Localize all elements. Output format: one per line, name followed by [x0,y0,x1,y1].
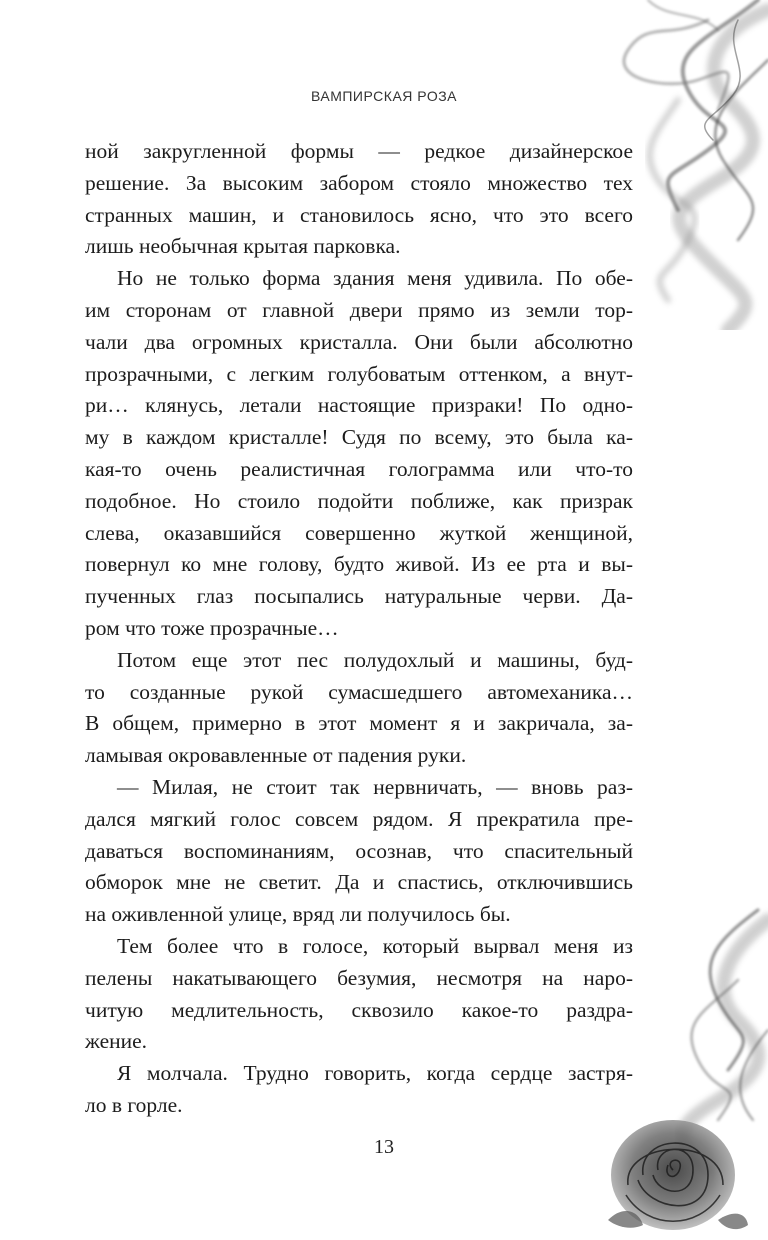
text-line: В общем, примерно в этот момент я и закричала, за- [85,711,633,736]
text-line: Я молчала. Трудно говорить, когда сердце застря- [117,1061,633,1086]
paragraph [85,772,633,931]
paragraph [85,1058,633,1122]
text-line: чали два огромных кристалла. Они были абсолютно [85,329,633,354]
text-line: жение. [85,1029,148,1054]
text-line: ри… клянусь, летали настоящие призраки! По одно- [85,393,633,418]
text-line: — Милая, не стоит так нервничать, — вновь раз- [117,774,633,799]
text-line: даваться воспоминаниям, осознав, что спасительный [85,838,633,863]
text-line: Тем более что в голосе, который вырвал меня из [117,933,633,958]
text-line: на оживленной улице, вряд ли получилось бы. [85,902,511,927]
text-line: ром что тоже прозрачные… [85,615,339,640]
running-header: ВАМПИРСКАЯ РОЗА [311,88,457,104]
paragraph [85,645,633,772]
text-line: им сторонам от главной двери прямо из земли тор- [85,297,633,322]
text-line: Но не только форма здания меня удивила. По обе- [117,266,633,291]
text-line: странных машин, и становилось ясно, что это всего [85,202,633,227]
paragraph [85,931,633,1058]
text-line: читую медлительность, сквозило какое-то раздра- [85,997,633,1022]
text-line: решение. За высоким забором стояло множество тех [85,170,633,195]
text-line: лишь необычная крытая парковка. [85,234,401,259]
text-line: кая-то очень реалистичная голограмма или что-то [85,456,633,481]
text-line: подобное. Но стоило подойти поближе, как призрак [85,488,633,513]
paragraph [85,263,633,645]
text-line: то созданные рукой сумасшедшего автомеханика… [85,679,633,704]
page-number: 13 [374,1136,394,1158]
paragraph [85,136,633,263]
body-text [85,136,633,1122]
text-line: Потом еще этот пес полудохлый и машины, буд- [117,647,633,672]
text-line: повернул ко мне голову, будто живой. Из ее рта и вы- [85,552,633,577]
text-line: прозрачными, с легким голубоватым оттенком, а внут- [85,361,633,386]
text-line: ламывая окровавленные от падения руки. [85,743,467,768]
text-line: му в каждом кристалле! Судя по всему, это была ка- [85,425,633,450]
text-line: обморок мне не светит. Да и спастись, отключившись [85,870,633,895]
text-line: ной закругленной формы — редкое дизайнерское [85,139,633,163]
text-line: пелены накатывающего безумия, несмотря на наро- [85,965,633,990]
text-line: слева, оказавшийся совершенно жуткой женщиной, [85,520,633,545]
text-line: дался мягкий голос совсем рядом. Я прекратила пре- [85,806,633,831]
text-line: пученных глаз посыпались натуральные черви. Да- [85,584,633,609]
text-line: ло в горле. [85,1092,183,1117]
